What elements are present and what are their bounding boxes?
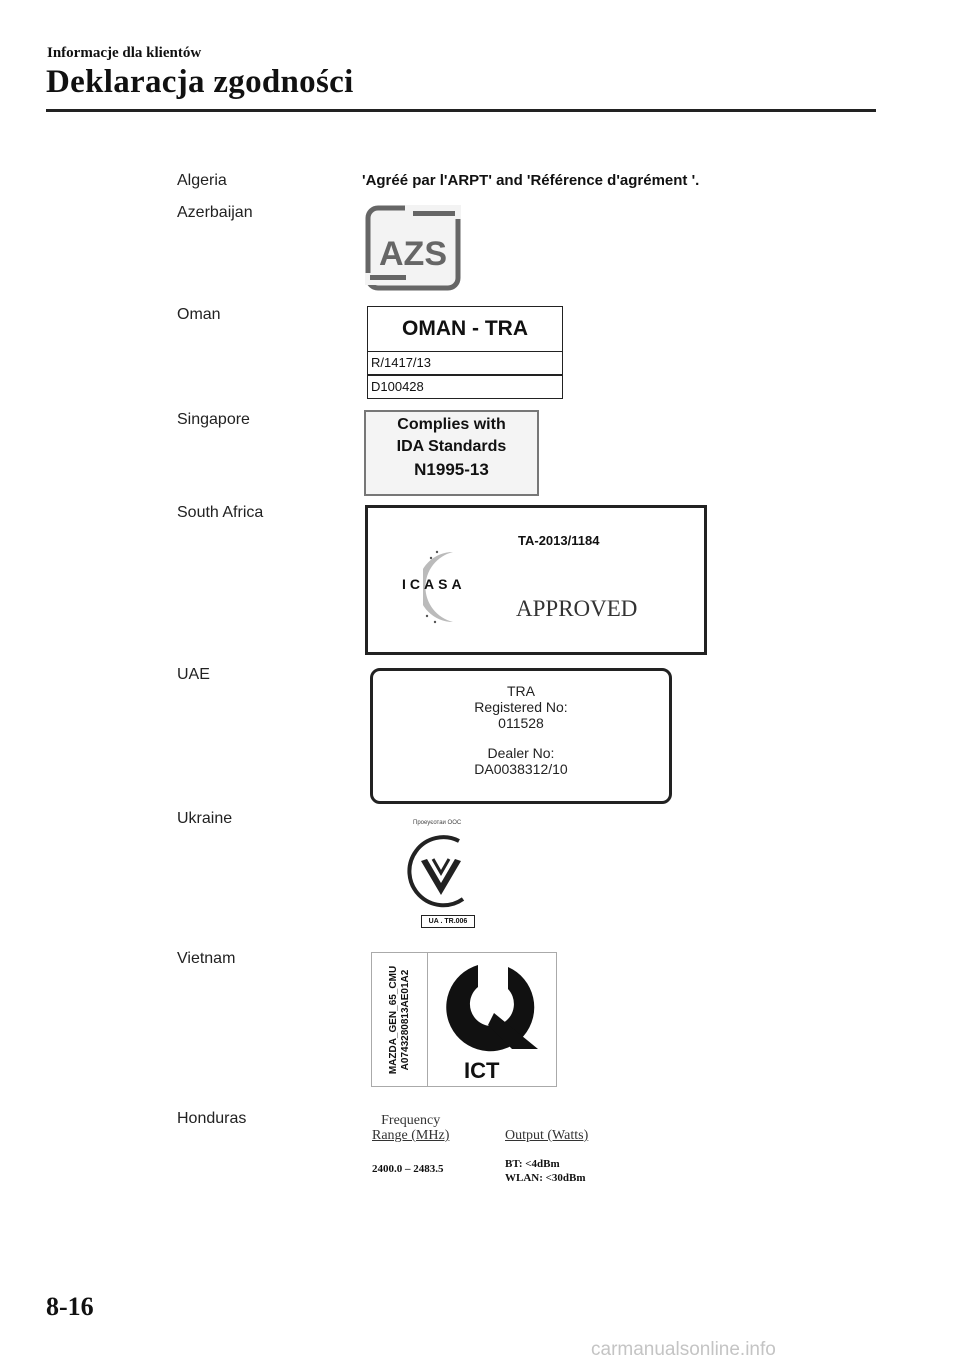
honduras-frequency-header	[372, 1113, 449, 1143]
page-number: 8-16	[46, 1292, 94, 1321]
country-label-uae: UAE	[177, 666, 210, 683]
ukraine-conformity-mark-icon	[403, 829, 479, 913]
country-label-oman: Oman	[177, 306, 221, 323]
vietnam-code-2: A0743280813AE01A2	[399, 969, 411, 1070]
uae-tra-label	[370, 668, 672, 804]
honduras-output-header: Output (Watts)	[505, 1128, 589, 1143]
south-africa-icasa-label	[365, 505, 707, 655]
section-label: Informacje dla klientów	[47, 45, 202, 61]
watermark: carmanualsonline.info	[591, 1339, 776, 1360]
oman-tra-registration: R/1417/13	[368, 352, 562, 376]
country-label-ukraine: Ukraine	[177, 810, 233, 827]
singapore-line-2: IDA Standards	[396, 438, 507, 455]
ukraine-code: UA . TR.006	[421, 915, 475, 928]
honduras-output-values	[505, 1157, 586, 1185]
honduras-range-value: 2400.0 – 2483.5	[372, 1163, 444, 1175]
south-africa-ta-number: TA-2013/1184	[518, 533, 600, 548]
country-label-algeria: Algeria	[177, 172, 227, 189]
algeria-approval-text: 'Agréé par l'ARPT' and 'Référence d'agrément '.	[362, 172, 700, 189]
singapore-ida-label	[364, 410, 539, 496]
uae-line-2: Registered No:	[474, 699, 568, 715]
icasa-logo-text: ICASA	[402, 576, 466, 592]
country-label-azerbaijan: Azerbaijan	[177, 204, 253, 221]
singapore-line-3: N1995-13	[414, 460, 489, 479]
oman-tra-heading: OMAN - TRA	[368, 307, 562, 352]
country-label-singapore: Singapore	[177, 411, 250, 428]
vietnam-ict-label	[371, 952, 557, 1087]
south-africa-approved-text: APPROVED	[516, 596, 638, 621]
ict-logo-icon	[442, 963, 552, 1055]
country-label-honduras: Honduras	[177, 1110, 247, 1127]
page-title: Deklaracja zgodności	[46, 64, 354, 100]
uae-line-1: TRA	[507, 683, 535, 699]
vietnam-codes-column	[372, 953, 428, 1086]
honduras-wlan-value: WLAN: <30dBm	[505, 1172, 586, 1184]
country-label-south-africa: South Africa	[177, 504, 264, 521]
azs-logo-text: AZS	[379, 235, 447, 273]
honduras-bt-value: BT: <4dBm	[505, 1158, 560, 1170]
singapore-line-1: Complies with	[397, 416, 506, 433]
azs-logo-icon	[365, 205, 461, 291]
oman-tra-label	[367, 306, 563, 399]
vietnam-code-1: MAZDA_GEN_65_CMU	[387, 965, 399, 1074]
honduras-frequency-line-1: Frequency	[381, 1113, 441, 1128]
uae-line-3: 011528	[498, 715, 544, 731]
uae-line-5: DA0038312/10	[474, 761, 568, 777]
ukraine-caption: Проеуєотаи ООС	[413, 820, 462, 826]
honduras-frequency-line-2: Range (MHz)	[372, 1128, 450, 1143]
ict-logo-text: ICT	[464, 1058, 500, 1083]
country-label-vietnam: Vietnam	[177, 950, 236, 967]
uae-line-4: Dealer No:	[487, 745, 555, 761]
oman-tra-dealer: D100428	[371, 379, 424, 394]
vietnam-vertical-codes	[388, 965, 412, 1073]
title-divider	[46, 109, 876, 112]
